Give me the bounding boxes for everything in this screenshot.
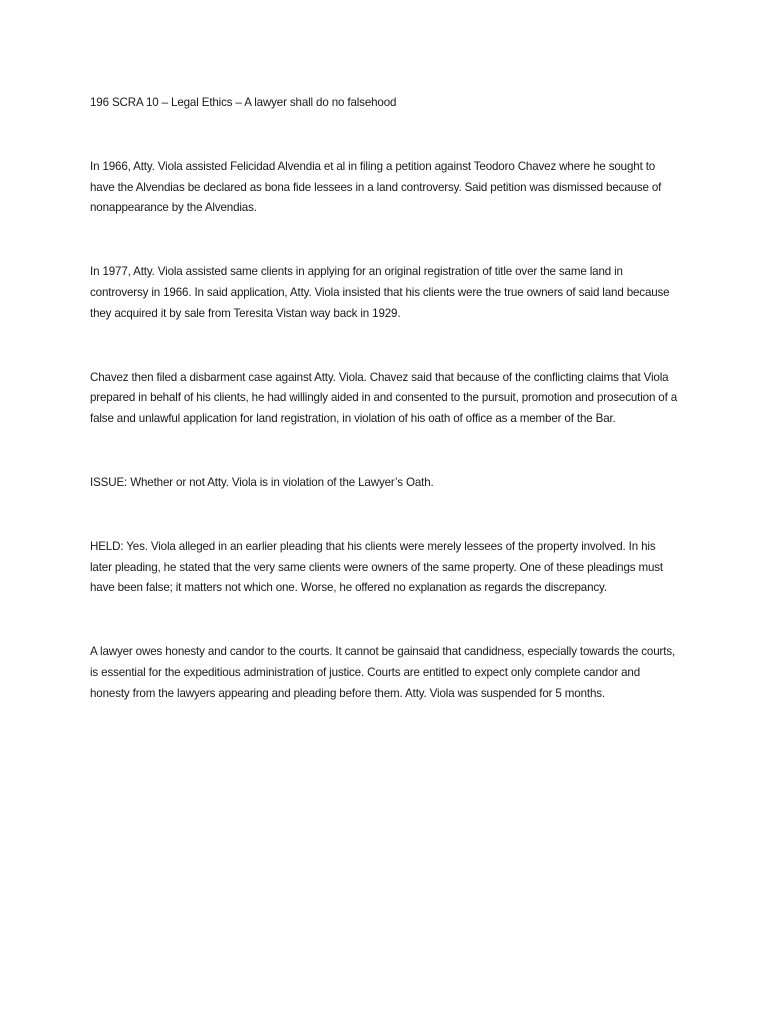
issue-paragraph bbox=[90, 473, 680, 494]
paragraph-text: Whether or not Atty. Viola is in violation of the Lawyer’s Oath. bbox=[127, 475, 434, 489]
paragraph-1 bbox=[90, 157, 680, 219]
paragraph-text: Yes. Viola alleged in an earlier pleading that his clients were merely lessees of the property involved. In his later pleading, he stated that the very same clients were owners of the same property. One of these pleadings must have been false; it matters not which one. Worse, he offered no explanation as regards the discrepancy. bbox=[90, 539, 663, 595]
paragraph-6 bbox=[90, 642, 680, 704]
held-label: HELD: bbox=[90, 539, 124, 553]
paragraph-text: In 1966, Atty. Viola assisted Felicidad Alvendia et al in filing a petition against Teodoro Chavez where he sought to have the Alvendias be declared as bona fide lessees in a land controversy. Said petition was dismissed because of nonappearance by the Alvendias. bbox=[90, 159, 662, 215]
paragraph-text: Chavez then filed a disbarment case against Atty. Viola. Chavez said that because of the conflicting claims that Viola prepared in behalf of his clients, he had willingly aided in and consented to the pursuit, promotion and prosecution of a false and unlawful application for land registration, in violation of his oath of office as a member of the Bar. bbox=[90, 370, 678, 426]
document-title: 196 SCRA 10 – Legal Ethics – A lawyer shall do no falsehood bbox=[90, 96, 397, 109]
paragraph-text: A lawyer owes honesty and candor to the courts. It cannot be gainsaid that candidness, especially towards the courts, is essential for the expeditious administration of justice. Courts are entitled to expect only complete candor and honesty from the lawyers appearing and pleading before them. Atty. Viola was suspended for 5 months. bbox=[90, 645, 676, 700]
issue-label: ISSUE: bbox=[90, 475, 128, 489]
paragraph-text: In 1977, Atty. Viola assisted same clients in applying for an original registration of title over the same land in controversy in 1966. In said application, Atty. Viola insisted that his clients were the true owners of said land because they acquired it by sale from Teresita Vistan way back in 1929. bbox=[90, 265, 670, 320]
held-paragraph bbox=[90, 537, 680, 599]
paragraph-2 bbox=[90, 262, 680, 324]
paragraph-3 bbox=[90, 368, 680, 430]
